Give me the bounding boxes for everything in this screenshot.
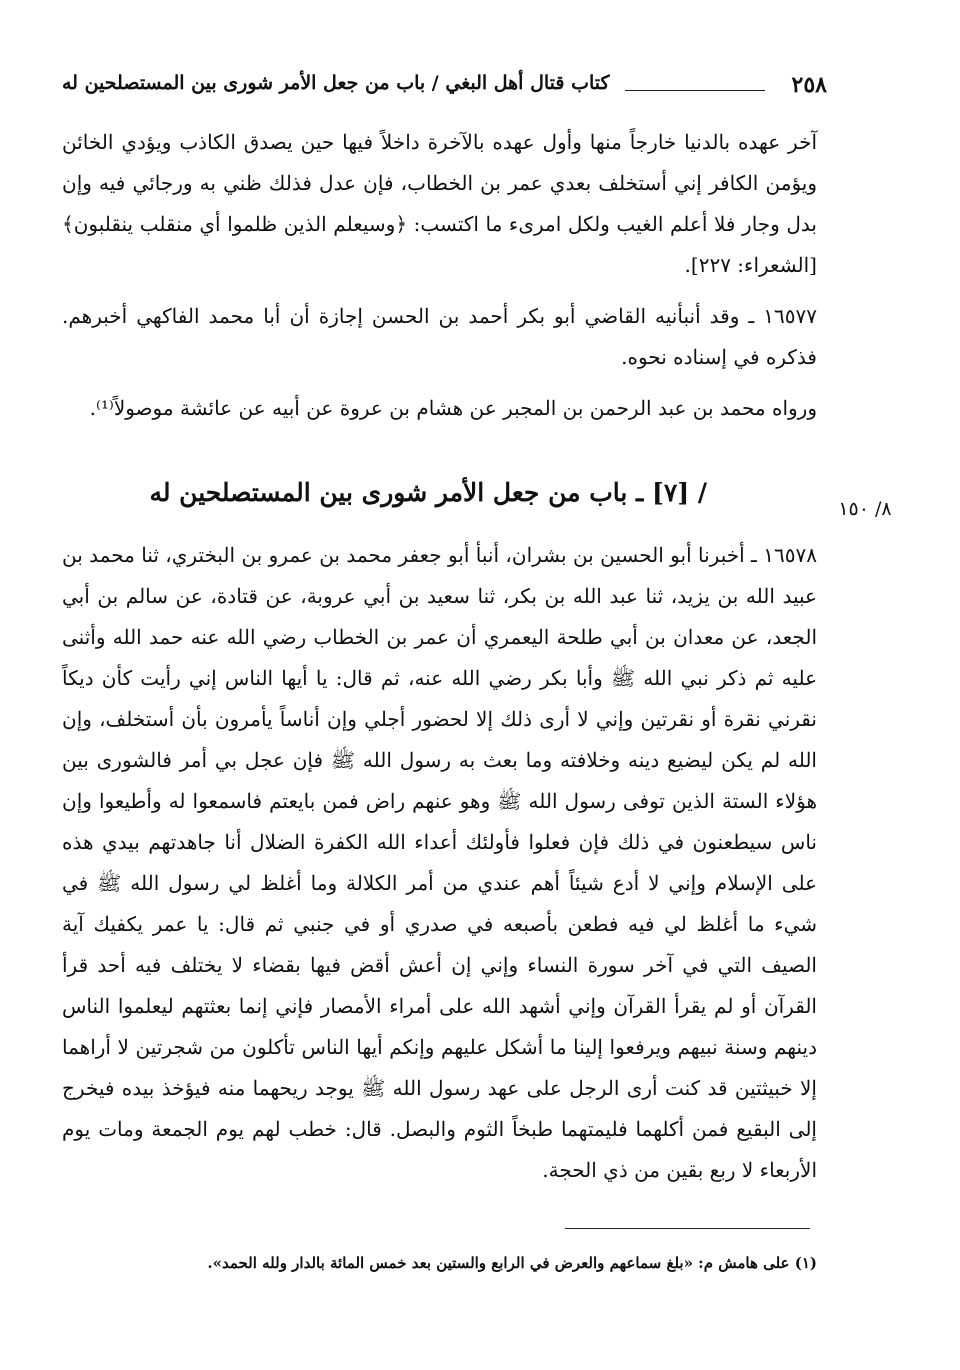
body-text-top	[62, 122, 817, 439]
page-header	[62, 72, 827, 106]
footnote-rule	[565, 1228, 810, 1229]
paragraph: ١٦٥٧٨ ـ أخبرنا أبو الحسين بن بشران، أنبأ أبو جعفر محمد بن عمرو بن البختري، ثنا محمد بن عبيد الله بن يزيد، ثنا عبد الله بن بكر، ثنا سعيد بن أبي عروبة، عن قتادة، عن سالم بن أبي الجعد، عن معدان بن أبي طلحة اليعمري أن عمر بن الخطاب رضي الله عنه حمد الله وأثنى عليه ثم ذكر نبي الله ﷺ وأبا بكر رضي الله عنه، ثم قال: يا أيها الناس إني رأيت كأن ديكاً نقرني نقرة أو نقرتين وإني لا أرى ذلك إلا لحضور أجلي وإن أناساً يأمرون بأن أستخلف، وإن الله لم يكن ليضيع دينه وخلافته وما بعث به رسول الله ﷺ فإن عجل بي أمر فالشورى بين هؤلاء الستة الذين توفى رسول الله ﷺ وهو عنهم راض فمن بايعتم فاسمعوا له وأطيعوا وإن ناس سيطعنون في ذلك فإن فعلوا فأولئك أعداء الله الكفرة الضلال أنا جاهدتهم بيدي هذه على الإسلام وإني لا أدع شيئاً أهم عندي من أمر الكلالة وما أغلظ لي رسول الله ﷺ في شيء ما أغلظ لي فيه فطعن بأصبعه في صدري أو في جنبي ثم قال: يا عمر يكفيك آية الصيف التي في آخر سورة النساء وإني إن أعش أقض فيها بقضاء لا يختلف فيه أحد قرأ القرآن أو لم يقرأ القرآن وإني أشهد الله على أمراء الأمصار فإني إنما بعثتهم ليعلموا الناس دينهم وسنة نبيهم ويرفعوا إلينا ما أشكل عليهم وإنكم أيها الناس تأكلون من شجرتين لا أراهما إلا خبيثتين قد كنت أرى الرجل على عهد رسول الله ﷺ يوجد ريحهما منه فيؤخذ بيده فيخرج إلى البقيع فمن أكلهما فليمتهما طبخاً الثوم والبصل. قال: خطب لهم يوم الجمعة ومات يوم الأربعاء لا ربع بقين من ذي الحجة.	[62, 543, 817, 1182]
running-title: كتاب قتال أهل البغي / باب من جعل الأمر شورى بين المستصلحين له	[62, 72, 610, 94]
chapter-title: / [٧] ـ باب من جعل الأمر شورى بين المستصلحين له	[149, 478, 707, 507]
paragraph: ١٦٥٧٧ ـ وقد أنبأنيه القاضي أبو بكر أحمد بن الحسن إجازة أن أبا محمد الفاكهي أخبرهم. فذكره في إسناده نحوه.	[62, 304, 817, 369]
page-number: ٢٥٨	[791, 72, 827, 98]
chapter-heading	[62, 476, 817, 522]
paragraph: آخر عهده بالدنيا خارجاً منها وأول عهده بالآخرة داخلاً فيها حين يصدق الكاذب ويؤدي الخائن ويؤمن الكافر إني أستخلف بعدي عمر بن الخطاب، فإن عدل فذلك ظني به ورجائي فيه وإن بدل وجار فلا أعلم الغيب ولكل امرىء ما اكتسب: ﴿وسيعلم الذين ظلموا أي منقلب ينقلبون﴾ [الشعراء: ٢٢٧].	[62, 130, 817, 277]
paragraph: ورواه محمد بن عبد الرحمن بن المجبر عن هشام بن عروة عن أبيه عن عائشة موصولاً⁽¹⁾.	[89, 396, 817, 420]
margin-reference: ٨/ ١٥٠	[838, 498, 892, 520]
body-text-main	[62, 535, 817, 1201]
footnote: (١) على هامش م: «بلغ سماعهم والعرض في الرابع والستين بعد خمس المائة بالدار ولله الحمد».	[207, 1254, 817, 1272]
header-rule	[625, 90, 765, 91]
